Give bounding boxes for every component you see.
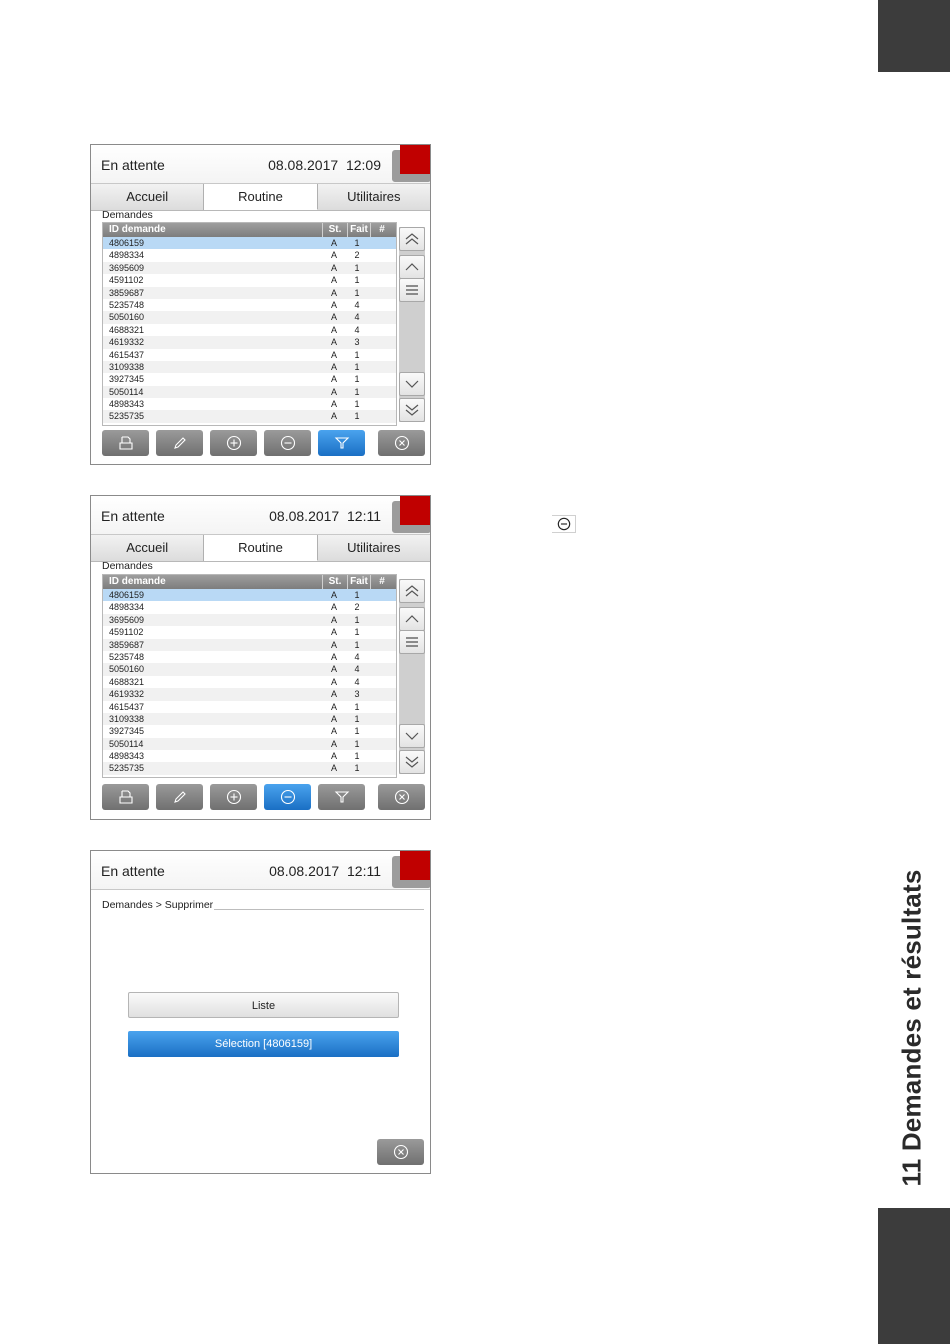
breadcrumb: Demandes > Supprimer bbox=[102, 899, 214, 911]
filter-icon bbox=[334, 789, 350, 805]
screen-2 bbox=[90, 495, 431, 820]
cell-st: A bbox=[330, 324, 337, 335]
table-row[interactable] bbox=[103, 601, 396, 613]
tab-accueil[interactable]: Accueil bbox=[91, 184, 204, 210]
screen-header bbox=[91, 145, 430, 184]
cell-st: A bbox=[330, 738, 337, 749]
table-row[interactable] bbox=[103, 336, 396, 348]
table-row[interactable] bbox=[103, 651, 396, 663]
cell-id: 4806159 bbox=[109, 590, 145, 600]
table-row[interactable] bbox=[103, 398, 396, 410]
section-label: Demandes bbox=[102, 560, 153, 572]
col-num-header[interactable]: # bbox=[379, 576, 385, 587]
cell-id: 3695609 bbox=[109, 262, 145, 273]
cell-st: A bbox=[330, 639, 337, 650]
cell-st: A bbox=[330, 374, 337, 385]
cell-id: 3859687 bbox=[109, 639, 145, 650]
table-row[interactable] bbox=[103, 311, 396, 323]
chapter-tab-bottom bbox=[878, 1208, 950, 1344]
col-fait-header[interactable]: Fait bbox=[348, 223, 371, 237]
cell-fait: 1 bbox=[354, 411, 360, 422]
cell-st: A bbox=[330, 590, 337, 600]
cell-fait: 3 bbox=[354, 689, 360, 700]
table-row[interactable] bbox=[103, 663, 396, 675]
cell-st: A bbox=[330, 689, 337, 700]
cell-fait: 4 bbox=[354, 664, 360, 675]
cell-fait: 1 bbox=[354, 639, 360, 650]
cell-id: 3927345 bbox=[109, 374, 145, 385]
cell-fait: 4 bbox=[354, 312, 360, 323]
table-row[interactable] bbox=[103, 237, 396, 249]
toolbar bbox=[91, 430, 430, 458]
col-st-header[interactable]: St. bbox=[323, 223, 348, 237]
table-row[interactable] bbox=[103, 701, 396, 713]
scroll-down-button[interactable] bbox=[399, 372, 425, 396]
cell-st: A bbox=[330, 349, 337, 360]
status-text: En attente bbox=[101, 508, 165, 524]
table-row[interactable] bbox=[103, 626, 396, 638]
print-button[interactable] bbox=[102, 784, 149, 810]
cell-st: A bbox=[330, 337, 337, 348]
cell-st: A bbox=[330, 614, 337, 625]
tab-bar bbox=[91, 184, 430, 211]
close-button[interactable] bbox=[378, 430, 425, 456]
cell-st: A bbox=[330, 275, 337, 286]
table-row[interactable] bbox=[103, 287, 396, 299]
cell-st: A bbox=[330, 287, 337, 298]
cell-st: A bbox=[330, 651, 337, 662]
cell-id: 4898334 bbox=[109, 602, 145, 613]
cell-id: 5235748 bbox=[109, 651, 145, 662]
cell-fait: 1 bbox=[354, 763, 360, 774]
cell-st: A bbox=[330, 726, 337, 737]
tab-accueil[interactable]: Accueil bbox=[91, 535, 204, 561]
date-text: 08.08.2017 bbox=[269, 508, 340, 524]
menu-icon bbox=[404, 283, 420, 297]
cell-id: 4898343 bbox=[109, 751, 145, 762]
cell-id: 4591102 bbox=[109, 627, 144, 638]
cell-id: 4688321 bbox=[109, 676, 145, 687]
cell-id: 4806159 bbox=[109, 238, 145, 248]
list-rows bbox=[103, 589, 396, 775]
screen-1 bbox=[90, 144, 431, 465]
cell-id: 4591102 bbox=[109, 275, 144, 286]
tab-bar bbox=[91, 535, 430, 562]
table-row[interactable] bbox=[103, 262, 396, 274]
add-icon bbox=[226, 789, 242, 805]
double-chevron-down-icon bbox=[404, 403, 420, 417]
cell-fait: 3 bbox=[354, 337, 360, 348]
scrollbar[interactable] bbox=[399, 579, 425, 774]
datetime bbox=[269, 863, 381, 879]
cell-id: 5050160 bbox=[109, 664, 145, 675]
close-icon bbox=[393, 1144, 409, 1160]
chevron-down-icon bbox=[404, 729, 420, 743]
cell-id: 5235735 bbox=[109, 411, 145, 422]
table-row[interactable] bbox=[103, 410, 396, 422]
double-chevron-up-icon bbox=[404, 584, 420, 598]
table-row[interactable] bbox=[103, 676, 396, 688]
cell-id: 4615437 bbox=[109, 701, 145, 712]
cell-fait: 1 bbox=[354, 262, 360, 273]
cell-id: 4898334 bbox=[109, 250, 145, 261]
cell-st: A bbox=[330, 312, 337, 323]
scroll-up-button[interactable] bbox=[399, 255, 425, 279]
cell-fait: 1 bbox=[354, 361, 360, 372]
date-text: 08.08.2017 bbox=[268, 157, 339, 173]
table-row[interactable] bbox=[103, 738, 396, 750]
close-button[interactable] bbox=[378, 784, 425, 810]
scrollbar[interactable] bbox=[399, 227, 425, 422]
list-header bbox=[103, 223, 396, 237]
list-header bbox=[103, 575, 396, 589]
col-id-header[interactable]: ID demande bbox=[103, 223, 323, 237]
add-button[interactable] bbox=[210, 784, 257, 810]
cell-fait: 1 bbox=[354, 701, 360, 712]
tab-routine[interactable]: Routine bbox=[204, 535, 317, 561]
status-text: En attente bbox=[101, 863, 165, 879]
cell-st: A bbox=[330, 751, 337, 762]
cell-st: A bbox=[330, 664, 337, 675]
table-row[interactable] bbox=[103, 713, 396, 725]
cell-id: 4615437 bbox=[109, 349, 145, 360]
cell-st: A bbox=[330, 299, 337, 310]
cell-id: 5050160 bbox=[109, 312, 145, 323]
cell-fait: 1 bbox=[354, 287, 360, 298]
scroll-top-button[interactable] bbox=[399, 579, 425, 603]
tab-utilitaires[interactable]: Utilitaires bbox=[318, 184, 430, 210]
table-row[interactable] bbox=[103, 639, 396, 651]
table-row[interactable] bbox=[103, 725, 396, 737]
col-id-header[interactable]: ID demande bbox=[103, 575, 323, 589]
cell-fait: 1 bbox=[354, 275, 360, 286]
breadcrumb-divider bbox=[214, 909, 424, 910]
time-text: 12:11 bbox=[347, 863, 381, 879]
screen-3 bbox=[90, 850, 431, 1174]
cell-id: 5050114 bbox=[109, 738, 144, 749]
chapter-title: 11 Demandes et résultats bbox=[896, 869, 927, 1187]
alarm-indicator[interactable] bbox=[392, 144, 431, 182]
cell-st: A bbox=[330, 361, 337, 372]
double-chevron-up-icon bbox=[404, 232, 420, 246]
filter-icon bbox=[334, 435, 350, 451]
cell-fait: 1 bbox=[354, 738, 360, 749]
tab-utilitaires[interactable]: Utilitaires bbox=[318, 535, 430, 561]
table-row[interactable] bbox=[103, 614, 396, 626]
print-icon bbox=[118, 435, 134, 451]
close-button[interactable] bbox=[377, 1139, 424, 1165]
filter-button[interactable] bbox=[318, 430, 365, 456]
scroll-up-button[interactable] bbox=[399, 607, 425, 631]
print-icon bbox=[118, 789, 134, 805]
cell-fait: 1 bbox=[354, 590, 360, 600]
col-st-header[interactable]: St. bbox=[323, 575, 348, 589]
date-text: 08.08.2017 bbox=[269, 863, 340, 879]
datetime bbox=[268, 157, 381, 173]
edit-button[interactable] bbox=[156, 430, 203, 456]
scroll-thumb[interactable] bbox=[399, 630, 425, 654]
edit-icon bbox=[172, 789, 188, 805]
remove-icon bbox=[280, 435, 296, 451]
table-row[interactable] bbox=[103, 249, 396, 261]
cell-id: 4619332 bbox=[109, 689, 145, 700]
cell-st: A bbox=[330, 386, 337, 397]
scroll-top-button[interactable] bbox=[399, 227, 425, 251]
list-button[interactable]: Liste bbox=[128, 992, 399, 1018]
cell-id: 4688321 bbox=[109, 324, 145, 335]
cell-fait: 4 bbox=[354, 651, 360, 662]
print-button[interactable] bbox=[102, 430, 149, 456]
chapter-tab-top bbox=[878, 0, 950, 72]
cell-fait: 4 bbox=[354, 299, 360, 310]
screen-header bbox=[91, 851, 430, 890]
cell-fait: 1 bbox=[354, 751, 360, 762]
close-icon bbox=[394, 789, 410, 805]
table-row[interactable] bbox=[103, 750, 396, 762]
cell-fait: 4 bbox=[354, 324, 360, 335]
cell-id: 3109338 bbox=[109, 361, 145, 372]
selection-button[interactable]: Sélection [4806159] bbox=[128, 1031, 399, 1057]
request-list bbox=[102, 222, 397, 426]
cell-id: 3695609 bbox=[109, 614, 145, 625]
cell-id: 4619332 bbox=[109, 337, 145, 348]
time-text: 12:09 bbox=[345, 157, 381, 173]
cell-fait: 2 bbox=[354, 602, 360, 613]
section-label: Demandes bbox=[102, 209, 153, 221]
cell-st: A bbox=[330, 602, 337, 613]
cell-st: A bbox=[330, 250, 337, 261]
remove-button[interactable] bbox=[264, 430, 311, 456]
cell-fait: 1 bbox=[354, 386, 360, 397]
cell-id: 5050114 bbox=[109, 386, 144, 397]
edit-icon bbox=[172, 435, 188, 451]
remove-icon bbox=[280, 789, 296, 805]
table-row[interactable] bbox=[103, 762, 396, 774]
time-text: 12:11 bbox=[347, 508, 381, 524]
list-rows bbox=[103, 237, 396, 423]
cell-id: 5235735 bbox=[109, 763, 145, 774]
tab-routine[interactable]: Routine bbox=[204, 184, 317, 210]
table-row[interactable] bbox=[103, 299, 396, 311]
cell-st: A bbox=[330, 763, 337, 774]
cell-st: A bbox=[330, 701, 337, 712]
cell-fait: 2 bbox=[354, 250, 360, 261]
cell-st: A bbox=[330, 262, 337, 273]
scroll-down-button[interactable] bbox=[399, 724, 425, 748]
cell-st: A bbox=[330, 627, 337, 638]
cell-fait: 1 bbox=[354, 238, 360, 248]
cell-fait: 1 bbox=[354, 627, 360, 638]
cell-fait: 4 bbox=[354, 676, 360, 687]
cell-fait: 1 bbox=[354, 614, 360, 625]
add-icon bbox=[226, 435, 242, 451]
scroll-bottom-button[interactable] bbox=[399, 398, 425, 422]
table-row[interactable] bbox=[103, 349, 396, 361]
cell-st: A bbox=[330, 411, 337, 422]
status-text: En attente bbox=[101, 157, 165, 173]
table-row[interactable] bbox=[103, 589, 396, 601]
table-row[interactable] bbox=[103, 386, 396, 398]
alarm-indicator[interactable] bbox=[392, 850, 431, 888]
cell-fait: 1 bbox=[354, 399, 360, 410]
cell-fait: 1 bbox=[354, 349, 360, 360]
cell-fait: 1 bbox=[354, 713, 360, 724]
chevron-up-icon bbox=[404, 260, 420, 274]
cell-st: A bbox=[330, 238, 337, 248]
table-row[interactable] bbox=[103, 361, 396, 373]
cell-id: 5235748 bbox=[109, 299, 145, 310]
double-chevron-down-icon bbox=[404, 755, 420, 769]
table-row[interactable] bbox=[103, 324, 396, 336]
table-row[interactable] bbox=[103, 274, 396, 286]
scroll-thumb[interactable] bbox=[399, 278, 425, 302]
cell-id: 4898343 bbox=[109, 399, 145, 410]
cell-id: 3927345 bbox=[109, 726, 145, 737]
alarm-indicator[interactable] bbox=[392, 495, 431, 533]
cell-fait: 1 bbox=[354, 374, 360, 385]
scroll-bottom-button[interactable] bbox=[399, 750, 425, 774]
cell-fait: 1 bbox=[354, 726, 360, 737]
cell-id: 3109338 bbox=[109, 713, 145, 724]
col-num-header[interactable]: # bbox=[379, 224, 385, 235]
remove-button[interactable] bbox=[264, 784, 311, 810]
add-button[interactable] bbox=[210, 430, 257, 456]
request-list bbox=[102, 574, 397, 778]
col-fait-header[interactable]: Fait bbox=[348, 575, 371, 589]
cell-id: 3859687 bbox=[109, 287, 145, 298]
edit-button[interactable] bbox=[156, 784, 203, 810]
close-icon bbox=[394, 435, 410, 451]
cell-st: A bbox=[330, 676, 337, 687]
cell-st: A bbox=[330, 399, 337, 410]
screen-header bbox=[91, 496, 430, 535]
table-row[interactable] bbox=[103, 688, 396, 700]
chevron-up-icon bbox=[404, 612, 420, 626]
datetime bbox=[269, 508, 381, 524]
chevron-down-icon bbox=[404, 377, 420, 391]
cell-st: A bbox=[330, 713, 337, 724]
filter-button[interactable] bbox=[318, 784, 365, 810]
table-row[interactable] bbox=[103, 373, 396, 385]
remove-icon bbox=[552, 515, 576, 533]
menu-icon bbox=[404, 635, 420, 649]
toolbar bbox=[91, 784, 430, 812]
